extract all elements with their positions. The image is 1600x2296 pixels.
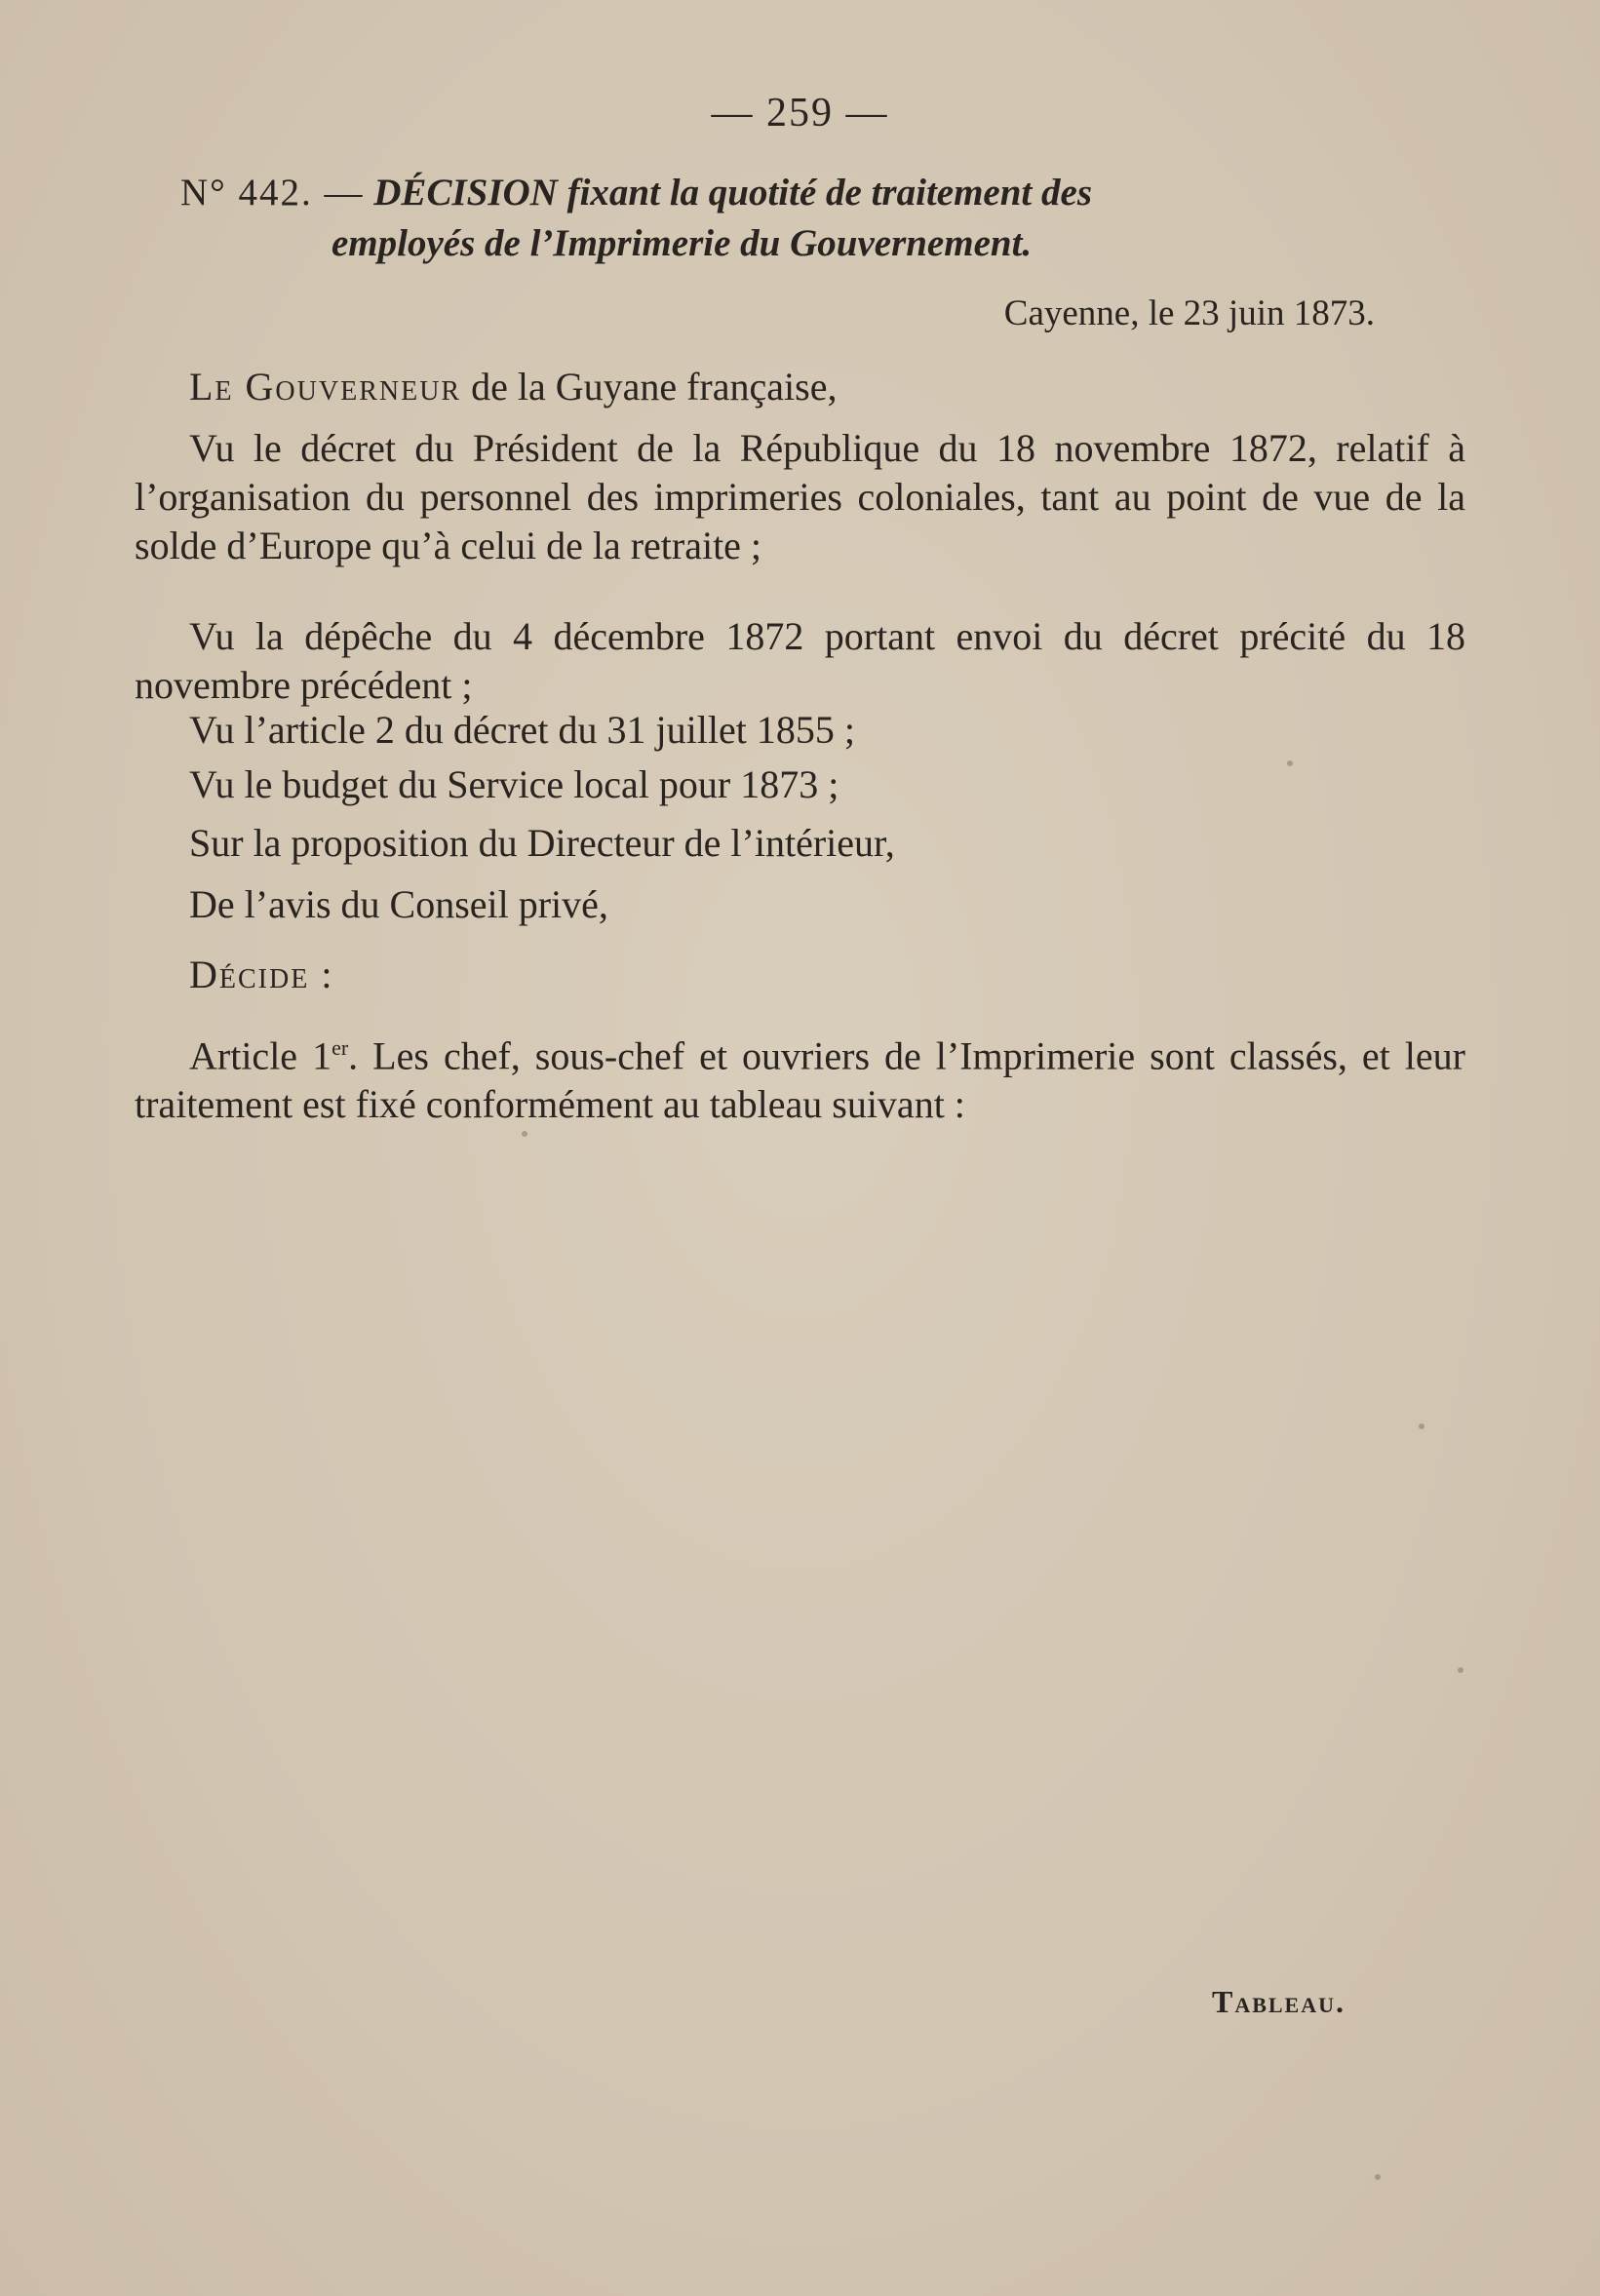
consideration-6: De l’avis du Conseil privé, <box>189 882 608 926</box>
paper-speck <box>1287 760 1293 766</box>
governor-rest: de la Guyane française, <box>471 365 838 409</box>
decide-label <box>135 951 1465 999</box>
title-line2: employés de l’Imprimerie du Gouvernement. <box>332 222 1033 264</box>
preamble <box>135 363 1465 411</box>
paper-speck <box>1375 2174 1381 2180</box>
consideration-3: Vu l’article 2 du décret du 31 juillet 1855 ; <box>189 708 855 752</box>
title-line1: fixant la quotité de traitement des <box>566 172 1092 214</box>
decision-number: N° 442. — <box>180 172 365 214</box>
article-1 <box>135 1024 1465 1129</box>
consideration-5: Sur la proposition du Directeur de l’intérieur, <box>189 821 895 865</box>
decide-text: Décide : <box>189 953 334 996</box>
governor-label: Le Gouverneur <box>189 365 462 409</box>
decision-word: DÉCISION <box>373 172 558 214</box>
article-label: Article 1 <box>189 1033 332 1078</box>
decision-title <box>180 168 1419 269</box>
dateline: Cayenne, le 23 juin 1873. <box>1003 293 1375 333</box>
consideration-1: Vu le décret du Président de la République du 18 novembre 1872, relatif à l’organisation du personnel des imprimeries coloniales, tant au point de vue de la solde d’Europe qu’à celui de la retraite ; <box>135 426 1465 567</box>
consideration-2: Vu la dépêche du 4 décembre 1872 portant envoi du décret précité du 18 novembre précédent ; <box>135 614 1465 707</box>
article-text: . Les chef, sous-chef et ouvriers de l’Imprimerie sont classés, et leur traitement est fixé conformément au tableau suivant : <box>135 1033 1465 1127</box>
consideration-4: Vu le budget du Service local pour 1873 ; <box>189 762 839 806</box>
article-superscript: er <box>332 1035 349 1060</box>
page-number: — 259 — <box>711 91 889 136</box>
paper-speck <box>522 1131 527 1137</box>
footer-catchword: Tableau. <box>1211 1984 1346 2019</box>
paper-speck <box>1458 1667 1463 1673</box>
paper-speck <box>1419 1423 1424 1429</box>
